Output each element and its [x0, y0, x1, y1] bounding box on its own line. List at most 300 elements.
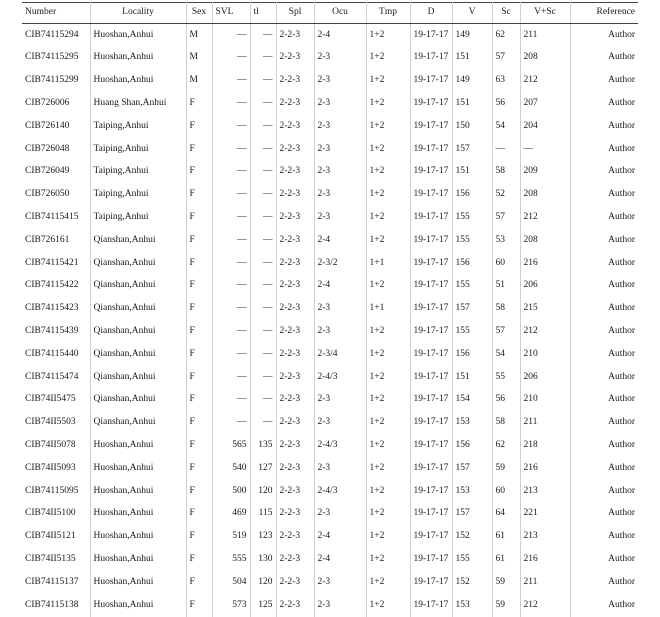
table-row	[22, 434, 638, 457]
cell-num: CIB74115294	[25, 29, 79, 40]
cell-svl: —	[212, 138, 250, 161]
cell-tmp: 1+2	[366, 24, 410, 47]
cell-tmp: 1+2	[366, 571, 410, 594]
cell-loc: Taiping,Anhui	[90, 161, 186, 184]
cell-sc: 60	[492, 480, 520, 503]
cell-num: CIB74115138	[25, 599, 79, 610]
cell-tl: —	[250, 161, 276, 184]
cell-ref: Author	[570, 526, 638, 549]
cell-ref: Author	[570, 434, 638, 457]
cell-spl: 2-2-3	[276, 503, 314, 526]
cell-spl: 2-2-3	[276, 343, 314, 366]
cell-svl: —	[212, 70, 250, 93]
cell-loc: Qianshan,Anhui	[90, 275, 186, 298]
cell-ocu: 2-3	[314, 298, 366, 321]
cell-svl: —	[212, 252, 250, 275]
specimen-table-sheet	[22, 2, 638, 617]
cell-svl: —	[212, 343, 250, 366]
cell-num: CIB74115137	[25, 576, 79, 587]
cell-svl: —	[212, 298, 250, 321]
cell-sex: F	[186, 594, 212, 617]
cell-d: 19-17-17	[410, 115, 452, 138]
column-header-vsc: V+Sc	[520, 3, 570, 24]
cell-sex: F	[186, 548, 212, 571]
cell-ocu: 2-3	[314, 320, 366, 343]
cell-num: CIB726050	[25, 189, 70, 200]
cell-d: 19-17-17	[410, 298, 452, 321]
cell-sc: 63	[492, 70, 520, 93]
cell-spl: 2-2-3	[276, 115, 314, 138]
cell-d: 19-17-17	[410, 206, 452, 229]
cell-ref: Author	[570, 320, 638, 343]
cell-d: 19-17-17	[410, 138, 452, 161]
cell-tmp: 1+2	[366, 115, 410, 138]
cell-ref: Author	[570, 412, 638, 435]
cell-sex: F	[186, 434, 212, 457]
cell-ocu: 2-4	[314, 526, 366, 549]
table-row	[22, 275, 638, 298]
cell-num: CIB74II5135	[25, 553, 76, 564]
cell-sex: F	[186, 161, 212, 184]
cell-sc: 58	[492, 298, 520, 321]
cell-ocu: 2-3	[314, 47, 366, 70]
cell-ref: Author	[570, 298, 638, 321]
cell-ocu: 2-3	[314, 161, 366, 184]
table-row	[22, 503, 638, 526]
cell-sc: 56	[492, 389, 520, 412]
cell-sc: 59	[492, 571, 520, 594]
table-row	[22, 184, 638, 207]
table-row	[22, 480, 638, 503]
cell-v: 155	[452, 548, 492, 571]
cell-sc: 58	[492, 412, 520, 435]
cell-sex: F	[186, 343, 212, 366]
cell-d: 19-17-17	[410, 571, 452, 594]
cell-spl: 2-2-3	[276, 138, 314, 161]
cell-svl: 469	[212, 503, 250, 526]
cell-vsc: 212	[520, 206, 570, 229]
cell-tl: —	[250, 343, 276, 366]
cell-num: CIB74115423	[25, 303, 79, 314]
cell-svl: —	[212, 366, 250, 389]
cell-sc: 57	[492, 47, 520, 70]
cell-v: 155	[452, 206, 492, 229]
cell-loc: Taiping,Anhui	[90, 206, 186, 229]
cell-spl: 2-2-3	[276, 571, 314, 594]
cell-tl: —	[250, 252, 276, 275]
cell-tl: —	[250, 70, 276, 93]
cell-num: CIB74115439	[25, 326, 79, 336]
cell-v: 155	[452, 229, 492, 252]
cell-tmp: 1+2	[366, 138, 410, 161]
cell-tl: —	[250, 47, 276, 70]
cell-spl: 2-2-3	[276, 548, 314, 571]
cell-num: CIB74115474	[25, 371, 79, 382]
cell-sc: 51	[492, 275, 520, 298]
cell-d: 19-17-17	[410, 24, 452, 47]
cell-d: 19-17-17	[410, 457, 452, 480]
cell-ref: Author	[570, 548, 638, 571]
cell-ref: Author	[570, 184, 638, 207]
cell-ref: Author	[570, 366, 638, 389]
cell-svl: —	[212, 206, 250, 229]
cell-sc: 58	[492, 161, 520, 184]
cell-spl: 2-2-3	[276, 275, 314, 298]
cell-sc: 55	[492, 366, 520, 389]
cell-svl: 519	[212, 526, 250, 549]
cell-tmp: 1+2	[366, 503, 410, 526]
cell-ocu: 2-4/3	[314, 366, 366, 389]
cell-tmp: 1+2	[366, 161, 410, 184]
cell-ref: Author	[570, 161, 638, 184]
cell-ocu: 2-3	[314, 412, 366, 435]
cell-d: 19-17-17	[410, 184, 452, 207]
cell-v: 157	[452, 457, 492, 480]
table-row	[22, 229, 638, 252]
cell-ocu: 2-3	[314, 70, 366, 93]
cell-svl: —	[212, 161, 250, 184]
cell-v: 153	[452, 412, 492, 435]
cell-v: 157	[452, 298, 492, 321]
table-row	[22, 24, 638, 47]
cell-vsc: 208	[520, 47, 570, 70]
cell-loc: Huoshan,Anhui	[90, 480, 186, 503]
cell-v: 156	[452, 184, 492, 207]
cell-svl: —	[212, 115, 250, 138]
table-body	[22, 24, 638, 617]
column-header-sc: Sc	[492, 3, 520, 24]
cell-loc: Huoshan,Anhui	[90, 503, 186, 526]
cell-vsc: 211	[520, 571, 570, 594]
cell-svl: —	[212, 92, 250, 115]
cell-loc: Huoshan,Anhui	[90, 24, 186, 47]
cell-sc: 57	[492, 320, 520, 343]
cell-vsc: 210	[520, 389, 570, 412]
cell-ref: Author	[570, 206, 638, 229]
column-header-ref: Reference	[570, 3, 638, 24]
cell-spl: 2-2-3	[276, 161, 314, 184]
cell-tl: —	[250, 298, 276, 321]
cell-loc: Huoshan,Anhui	[90, 47, 186, 70]
cell-tmp: 1+2	[366, 548, 410, 571]
cell-vsc: 208	[520, 229, 570, 252]
cell-sc: 54	[492, 343, 520, 366]
cell-vsc: 216	[520, 252, 570, 275]
cell-tmp: 1+2	[366, 594, 410, 617]
cell-ocu: 2-3	[314, 206, 366, 229]
cell-vsc: 213	[520, 480, 570, 503]
cell-ocu: 2-4	[314, 24, 366, 47]
cell-loc: Qianshan,Anhui	[90, 366, 186, 389]
cell-spl: 2-2-3	[276, 526, 314, 549]
cell-tl: —	[250, 92, 276, 115]
cell-num: CIB74115422	[25, 280, 79, 291]
cell-vsc: 211	[520, 24, 570, 47]
cell-sc: 60	[492, 252, 520, 275]
cell-sc: 59	[492, 594, 520, 617]
cell-d: 19-17-17	[410, 526, 452, 549]
cell-ocu: 2-3	[314, 184, 366, 207]
cell-svl: —	[212, 47, 250, 70]
cell-sc: 53	[492, 229, 520, 252]
cell-ocu: 2-3	[314, 92, 366, 115]
cell-v: 157	[452, 138, 492, 161]
cell-ref: Author	[570, 503, 638, 526]
column-header-num: Number	[22, 3, 90, 24]
cell-ref: Author	[570, 115, 638, 138]
cell-ref: Author	[570, 47, 638, 70]
cell-num: CIB74II5078	[25, 439, 76, 450]
cell-tmp: 1+2	[366, 47, 410, 70]
cell-sc: 57	[492, 206, 520, 229]
cell-v: 153	[452, 480, 492, 503]
cell-loc: Qianshan,Anhui	[90, 320, 186, 343]
cell-tmp: 1+2	[366, 184, 410, 207]
cell-vsc: 212	[520, 594, 570, 617]
cell-d: 19-17-17	[410, 92, 452, 115]
table-row	[22, 571, 638, 594]
cell-tmp: 1+2	[366, 343, 410, 366]
cell-loc: Taiping,Anhui	[90, 115, 186, 138]
cell-v: 149	[452, 70, 492, 93]
cell-spl: 2-2-3	[276, 457, 314, 480]
cell-v: 156	[452, 434, 492, 457]
table-row	[22, 412, 638, 435]
cell-loc: Huoshan,Anhui	[90, 571, 186, 594]
cell-tmp: 1+2	[366, 320, 410, 343]
cell-ocu: 2-3	[314, 457, 366, 480]
table-row	[22, 548, 638, 571]
cell-v: 149	[452, 24, 492, 47]
cell-sex: F	[186, 252, 212, 275]
cell-v: 153	[452, 594, 492, 617]
cell-vsc: 207	[520, 92, 570, 115]
cell-v: 155	[452, 275, 492, 298]
cell-sex: F	[186, 412, 212, 435]
cell-sex: F	[186, 503, 212, 526]
cell-tmp: 1+2	[366, 206, 410, 229]
cell-ref: Author	[570, 594, 638, 617]
cell-sex: F	[186, 457, 212, 480]
cell-d: 19-17-17	[410, 503, 452, 526]
cell-tl: 125	[250, 594, 276, 617]
table-row	[22, 389, 638, 412]
cell-svl: —	[212, 320, 250, 343]
cell-sex: F	[186, 138, 212, 161]
table-row	[22, 594, 638, 617]
column-header-v: V	[452, 3, 492, 24]
cell-spl: 2-2-3	[276, 92, 314, 115]
cell-spl: 2-2-3	[276, 480, 314, 503]
cell-sc: —	[492, 138, 520, 161]
cell-ocu: 2-4/3	[314, 480, 366, 503]
cell-tmp: 1+2	[366, 526, 410, 549]
cell-tmp: 1+1	[366, 252, 410, 275]
cell-vsc: 208	[520, 184, 570, 207]
cell-sex: F	[186, 184, 212, 207]
cell-num: CIB726140	[25, 120, 70, 131]
cell-d: 19-17-17	[410, 320, 452, 343]
table-row	[22, 366, 638, 389]
cell-d: 19-17-17	[410, 389, 452, 412]
cell-svl: —	[212, 412, 250, 435]
cell-loc: Qianshan,Anhui	[90, 229, 186, 252]
cell-tl: 115	[250, 503, 276, 526]
cell-d: 19-17-17	[410, 434, 452, 457]
cell-sex: F	[186, 229, 212, 252]
cell-sex: F	[186, 298, 212, 321]
column-header-sex: Sex	[186, 3, 212, 24]
cell-tl: —	[250, 115, 276, 138]
cell-loc: Taiping,Anhui	[90, 184, 186, 207]
cell-tl: —	[250, 320, 276, 343]
cell-ref: Author	[570, 457, 638, 480]
cell-ocu: 2-3	[314, 503, 366, 526]
cell-v: 156	[452, 252, 492, 275]
cell-sc: 61	[492, 526, 520, 549]
cell-svl: 573	[212, 594, 250, 617]
cell-num: CIB74115421	[25, 257, 79, 268]
cell-spl: 2-2-3	[276, 184, 314, 207]
cell-num: CIB726049	[25, 166, 70, 177]
column-header-ocu: Ocu	[314, 3, 366, 24]
cell-spl: 2-2-3	[276, 434, 314, 457]
cell-sc: 62	[492, 24, 520, 47]
cell-tl: —	[250, 366, 276, 389]
cell-ocu: 2-3	[314, 594, 366, 617]
cell-spl: 2-2-3	[276, 229, 314, 252]
cell-tl: 135	[250, 434, 276, 457]
cell-v: 151	[452, 47, 492, 70]
cell-vsc: 213	[520, 526, 570, 549]
cell-tl: —	[250, 389, 276, 412]
cell-ref: Author	[570, 92, 638, 115]
cell-d: 19-17-17	[410, 594, 452, 617]
cell-v: 154	[452, 389, 492, 412]
cell-tl: 123	[250, 526, 276, 549]
cell-sc: 64	[492, 503, 520, 526]
table-row	[22, 526, 638, 549]
cell-sex: M	[186, 24, 212, 47]
cell-d: 19-17-17	[410, 480, 452, 503]
cell-svl: 540	[212, 457, 250, 480]
cell-sc: 56	[492, 92, 520, 115]
cell-sex: M	[186, 70, 212, 93]
cell-tl: 120	[250, 480, 276, 503]
cell-vsc: —	[520, 138, 570, 161]
cell-tl: —	[250, 184, 276, 207]
cell-num: CIB726006	[25, 98, 70, 109]
cell-tl: —	[250, 138, 276, 161]
cell-ref: Author	[570, 480, 638, 503]
cell-v: 157	[452, 503, 492, 526]
cell-d: 19-17-17	[410, 47, 452, 70]
cell-num: CIB726161	[25, 234, 70, 245]
cell-sex: M	[186, 47, 212, 70]
cell-vsc: 211	[520, 412, 570, 435]
cell-spl: 2-2-3	[276, 366, 314, 389]
cell-tmp: 1+2	[366, 480, 410, 503]
cell-spl: 2-2-3	[276, 320, 314, 343]
cell-sc: 59	[492, 457, 520, 480]
cell-v: 155	[452, 320, 492, 343]
cell-d: 19-17-17	[410, 412, 452, 435]
cell-loc: Qianshan,Anhui	[90, 252, 186, 275]
cell-sc: 62	[492, 434, 520, 457]
cell-loc: Huoshan,Anhui	[90, 548, 186, 571]
cell-vsc: 212	[520, 70, 570, 93]
cell-v: 151	[452, 92, 492, 115]
cell-tmp: 1+2	[366, 70, 410, 93]
cell-d: 19-17-17	[410, 229, 452, 252]
cell-num: CIB74II5100	[25, 508, 76, 519]
cell-svl: 555	[212, 548, 250, 571]
cell-loc: Huoshan,Anhui	[90, 434, 186, 457]
cell-loc: Huang Shan,Anhui	[90, 92, 186, 115]
cell-num: CIB74115095	[25, 485, 79, 496]
cell-ocu: 2-4	[314, 275, 366, 298]
cell-vsc: 206	[520, 275, 570, 298]
cell-loc: Qianshan,Anhui	[90, 343, 186, 366]
cell-ocu: 2-3	[314, 389, 366, 412]
cell-num: CIB74115440	[25, 348, 79, 359]
cell-ref: Author	[570, 343, 638, 366]
cell-ref: Author	[570, 275, 638, 298]
cell-tmp: 1+2	[366, 457, 410, 480]
cell-spl: 2-2-3	[276, 206, 314, 229]
cell-num: CIB74II5503	[25, 417, 76, 428]
cell-spl: 2-2-3	[276, 594, 314, 617]
cell-num: CIB726048	[25, 143, 70, 154]
table-row	[22, 457, 638, 480]
cell-vsc: 216	[520, 457, 570, 480]
cell-d: 19-17-17	[410, 70, 452, 93]
cell-ocu: 2-4	[314, 229, 366, 252]
cell-sex: F	[186, 92, 212, 115]
cell-tmp: 1+2	[366, 434, 410, 457]
cell-vsc: 212	[520, 320, 570, 343]
cell-tl: 130	[250, 548, 276, 571]
cell-sex: F	[186, 275, 212, 298]
cell-sex: F	[186, 526, 212, 549]
cell-d: 19-17-17	[410, 366, 452, 389]
cell-svl: 500	[212, 480, 250, 503]
cell-tmp: 1+2	[366, 92, 410, 115]
specimen-table	[22, 2, 638, 617]
table-row	[22, 161, 638, 184]
column-header-spl: Spl	[276, 3, 314, 24]
cell-vsc: 206	[520, 366, 570, 389]
table-row	[22, 70, 638, 93]
cell-svl: —	[212, 184, 250, 207]
table-row	[22, 252, 638, 275]
cell-loc: Qianshan,Anhui	[90, 412, 186, 435]
cell-ocu: 2-3	[314, 115, 366, 138]
cell-ocu: 2-4/3	[314, 434, 366, 457]
cell-vsc: 221	[520, 503, 570, 526]
table-row	[22, 320, 638, 343]
cell-spl: 2-2-3	[276, 298, 314, 321]
cell-loc: Huoshan,Anhui	[90, 594, 186, 617]
cell-loc: Taiping,Anhui	[90, 138, 186, 161]
cell-tmp: 1+2	[366, 366, 410, 389]
column-header-loc: Locality	[90, 3, 186, 24]
cell-tl: —	[250, 206, 276, 229]
cell-loc: Huoshan,Anhui	[90, 70, 186, 93]
cell-vsc: 210	[520, 343, 570, 366]
cell-svl: 504	[212, 571, 250, 594]
cell-spl: 2-2-3	[276, 47, 314, 70]
